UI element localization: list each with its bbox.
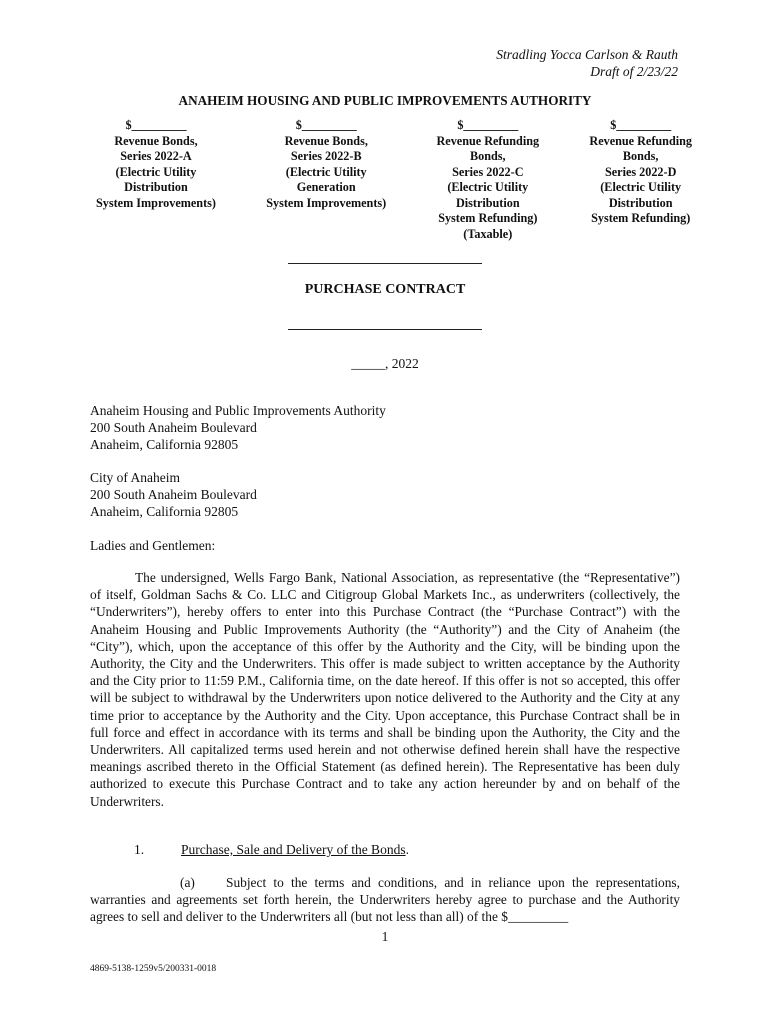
bond-series-row (96, 118, 692, 242)
series-description-line: Bonds, (470, 149, 506, 163)
series-description-line: System Refunding) (438, 211, 538, 225)
subsection-text: Subject to the terms and conditions, and in reliance upon the representations, warranties and agreements set forth herein, the Underwriters hereby agree to purchase and the Authority agrees to sell and deliver to the Underwriters all (but not less than all) of the $_________ (90, 875, 680, 925)
series-amount: $_________ (457, 118, 519, 132)
issuer-heading: ANAHEIM HOUSING AND PUBLIC IMPROVEMENTS AUTHORITY (178, 93, 592, 108)
section-title: Purchase, Sale and Delivery of the Bonds (181, 842, 406, 857)
series-amount: $_________ (125, 118, 187, 132)
address-line: Anaheim, California 92805 (90, 437, 239, 452)
series-description-line: (Electric Utility (285, 164, 367, 179)
draft-date: Draft of 2/23/22 (590, 64, 678, 79)
series-amount: $_________ (295, 118, 357, 132)
series-amount: $_________ (610, 118, 672, 132)
law-firm-name: Stradling Yocca Carlson & Rauth (496, 47, 678, 62)
address-line: Anaheim Housing and Public Improvements Authority (90, 403, 386, 418)
page-number: 1 (381, 929, 389, 944)
series-description-line: (Taxable) (463, 226, 513, 241)
addressee-city (90, 469, 680, 520)
title-rule-bottom (288, 329, 482, 330)
intro-paragraph: The undersigned, Wells Fargo Bank, National Association, as representative (the “Representative”) of itself, Goldman Sachs & Co. LLC and Citigroup Global Markets Inc., as underwriters (collectively, the “Underwriters”), hereby offers to enter into this Purchase Contract (the “Purchase Contract”) with the Anaheim Housing and Public Improvements Authority (the “Authority”) and the City of Anaheim (the “City”), which, upon the acceptance of this offer by the Authority and the City, will be binding upon the Authority, the City and the Underwriters. This offer is made subject to written acceptance by the Authority and the City prior to 11:59 P.M., California time, on the date hereof. If this offer is not so accepted, this offer will be subject to withdrawal by the Underwriters upon notice delivered to the Authority and the City at any time prior to acceptance by the Authority and the City. Upon acceptance, this Purchase Contract shall be in full force and effect in accordance with its terms and shall be binding upon the Authority, the City and the Underwriters. All capitalized terms used herein and not otherwise defined herein shall have the respective meanings ascribed thereto in the Official Statement (as defined herein). The Representative has been duly authorized to execute this Purchase Contract and to take any action hereunder by and on behalf of the Underwriters. (90, 570, 680, 809)
document-title: PURCHASE CONTRACT (304, 282, 466, 297)
section-number: 1. (134, 842, 145, 857)
bond-series-column (437, 118, 540, 242)
bond-series-column (589, 118, 692, 242)
series-description-line: Distribution (124, 180, 188, 194)
series-description-line: Series 2022-D (604, 164, 677, 179)
series-description-line: Series 2022-C (452, 164, 524, 179)
series-description-line: Distribution (455, 195, 520, 210)
series-description-line: System Improvements) (266, 195, 387, 210)
subsection-label: (a) (180, 875, 195, 890)
document-id: 4869-5138-1259v5/200331-0018 (90, 964, 217, 974)
address-line: 200 South Anaheim Boulevard (90, 487, 257, 502)
series-description-line: (Electric Utility (447, 180, 529, 194)
series-description-line: Revenue Bonds, (114, 133, 198, 148)
subsection-paragraph (90, 874, 680, 926)
series-description-line: Series 2022-A (120, 149, 192, 163)
bond-series-column (266, 118, 386, 242)
series-description-line: Series 2022-B (290, 149, 362, 163)
series-description-line: (Electric Utility (115, 164, 197, 179)
address-line: Anaheim, California 92805 (90, 504, 239, 519)
addressee-authority (90, 402, 680, 453)
series-description-line: Bonds, (622, 149, 659, 163)
address-line: City of Anaheim (90, 470, 180, 485)
series-description-line: Revenue Refunding (589, 133, 692, 148)
contract-date: _____, 2022 (351, 356, 419, 371)
series-description-line: Revenue Bonds, (284, 133, 368, 148)
draft-note (496, 46, 678, 80)
salutation: Ladies and Gentlemen: (90, 538, 216, 553)
bond-series-column (96, 118, 216, 242)
series-description-line: Revenue Refunding (436, 133, 540, 148)
series-description-line: Generation (296, 180, 356, 194)
series-description-line: System Refunding) (591, 211, 691, 225)
title-rule-top (288, 263, 482, 264)
series-description-line: System Improvements) (96, 195, 216, 210)
series-description-line: (Electric Utility (600, 180, 682, 194)
section-title-period: . (405, 842, 409, 857)
address-line: 200 South Anaheim Boulevard (90, 420, 257, 435)
section-heading (134, 842, 409, 858)
series-description-line: Distribution (608, 195, 673, 210)
